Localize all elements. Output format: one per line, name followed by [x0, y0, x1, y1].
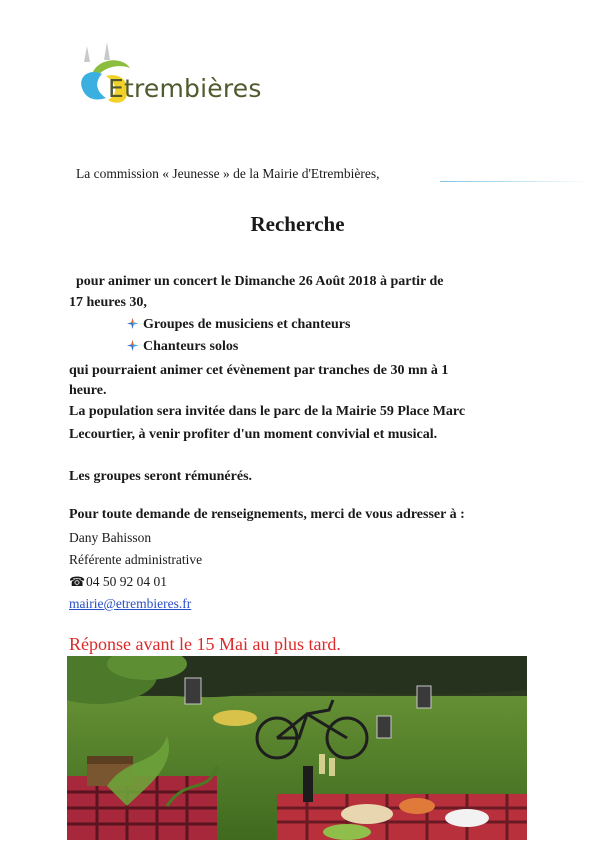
body-line-2: 17 heures 30,: [69, 295, 147, 310]
body-line-3: qui pourraient animer cet évènement par tranches de 30 mn à 1: [69, 363, 449, 378]
bullet-item-solo-singers: [127, 339, 238, 355]
etrembieres-logo: [76, 40, 286, 112]
email-link[interactable]: mairie@etrembieres.fr: [69, 596, 192, 611]
bullet-item-groups: [127, 317, 350, 333]
contact-name: Dany Bahisson: [69, 530, 152, 545]
bullet-label: Chanteurs solos: [143, 339, 239, 354]
bullet-label: Groupes de musiciens et chanteurs: [143, 317, 351, 332]
body-line-4: heure.: [69, 383, 107, 398]
picnic-photo: [67, 656, 527, 840]
diamond-bullet-icon: [127, 340, 138, 351]
diamond-bullet-icon: [127, 318, 138, 329]
body-line-1: pour animer un concert le Dimanche 26 Août 2018 à partir de: [76, 274, 444, 289]
decorative-rule: [440, 181, 590, 182]
contact-intro: Pour toute demande de renseignements, merci de vous adresser à :: [69, 507, 465, 522]
deadline-notice: Réponse avant le 15 Mai au plus tard.: [69, 634, 341, 654]
contact-phone: [69, 574, 167, 590]
telephone-icon: ☎: [69, 575, 86, 590]
phone-number: 04 50 92 04 01: [86, 574, 167, 589]
paid-notice: Les groupes seront rémunérés.: [69, 469, 253, 484]
body-line-5: La population sera invitée dans le parc de la Mairie 59 Place Marc: [69, 404, 466, 419]
body-line-6: Lecourtier, à venir profiter d'un moment convivial et musical.: [69, 427, 438, 442]
intro-line: La commission « Jeunesse » de la Mairie d'Etrembières,: [76, 166, 380, 181]
logo-wordmark: Etrembières: [108, 74, 262, 103]
contact-role: Référente administrative: [69, 552, 203, 567]
page-title: Recherche: [250, 212, 345, 236]
